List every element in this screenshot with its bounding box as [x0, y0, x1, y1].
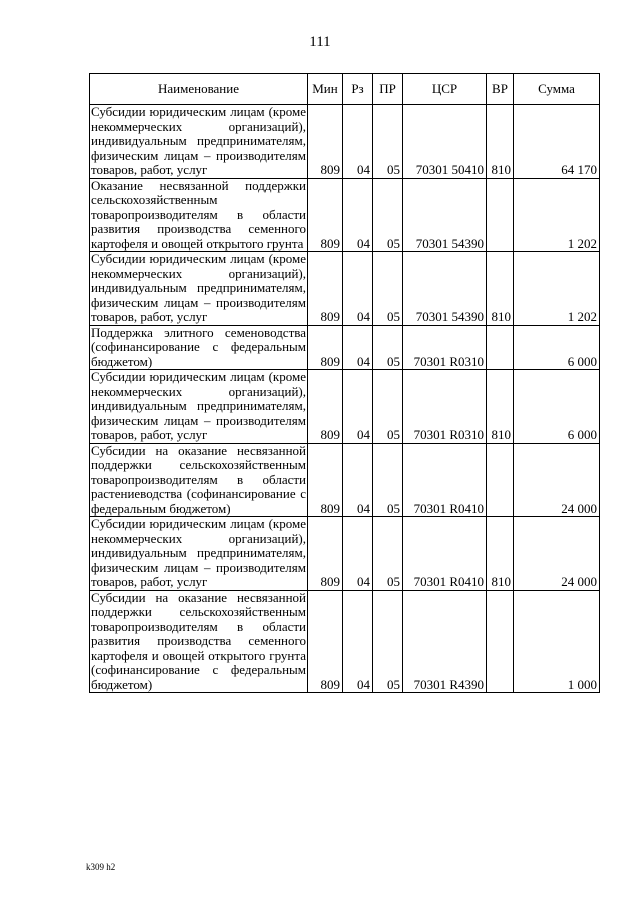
budget-table — [89, 73, 600, 693]
cell-csr: 70301 50410 — [403, 105, 487, 179]
cell-name: Поддержка элитного семеноводства (софинансирование с федеральным бюджетом) — [91, 325, 306, 369]
cell-rz: 04 — [343, 325, 373, 370]
cell-name: Субсидии юридическим лицам (кроме некоммерческих организаций), индивидуальным предпринимателям, физическим лицам – производителям товаров, работ, услуг — [91, 369, 306, 442]
cell-rz: 04 — [343, 370, 373, 444]
table-row — [90, 590, 600, 693]
header-vr: ВР — [487, 74, 514, 105]
cell-pr: 05 — [373, 252, 403, 326]
cell-csr: 70301 R0410 — [403, 517, 487, 591]
cell-rz: 04 — [343, 105, 373, 179]
cell-sum: 24 000 — [514, 517, 600, 591]
table-header-row — [90, 74, 600, 105]
cell-min: 809 — [308, 590, 343, 693]
table-row — [90, 517, 600, 591]
cell-min: 809 — [308, 517, 343, 591]
header-csr: ЦСР — [403, 74, 487, 105]
cell-pr: 05 — [373, 178, 403, 252]
cell-csr: 70301 54390 — [403, 252, 487, 326]
table-row — [90, 370, 600, 444]
cell-name: Субсидии на оказание несвязанной поддержки сельскохозяйственным товаропроизводителям в области растениеводства (софинансирование с федеральным бюджетом) — [91, 443, 306, 516]
cell-min: 809 — [308, 443, 343, 517]
table-row — [90, 252, 600, 326]
cell-pr: 05 — [373, 590, 403, 693]
cell-min: 809 — [308, 252, 343, 326]
header-pr: ПР — [373, 74, 403, 105]
cell-vr: 810 — [487, 105, 514, 179]
cell-name: Субсидии юридическим лицам (кроме некоммерческих организаций), индивидуальным предпринимателям, физическим лицам – производителям товаров, работ, услуг — [91, 104, 306, 177]
cell-csr: 70301 R0310 — [403, 325, 487, 370]
cell-pr: 05 — [373, 443, 403, 517]
header-sum: Сумма — [514, 74, 600, 105]
cell-vr: 810 — [487, 252, 514, 326]
cell-pr: 05 — [373, 517, 403, 591]
cell-csr: 70301 R4390 — [403, 590, 487, 693]
cell-min: 809 — [308, 325, 343, 370]
table-row — [90, 105, 600, 179]
cell-min: 809 — [308, 370, 343, 444]
cell-sum: 64 170 — [514, 105, 600, 179]
table-row — [90, 325, 600, 370]
cell-csr: 70301 54390 — [403, 178, 487, 252]
cell-rz: 04 — [343, 517, 373, 591]
cell-rz: 04 — [343, 443, 373, 517]
footer-code: k309 h2 — [86, 862, 116, 872]
cell-csr: 70301 R0310 — [403, 370, 487, 444]
cell-name: Субсидии юридическим лицам (кроме некоммерческих организаций), индивидуальным предпринимателям, физическим лицам – производителям товаров, работ, услуг — [91, 516, 306, 589]
cell-rz: 04 — [343, 252, 373, 326]
header-name: Наименование — [90, 74, 308, 105]
cell-vr: 810 — [487, 517, 514, 591]
cell-sum: 6 000 — [514, 370, 600, 444]
cell-vr — [487, 443, 514, 517]
cell-vr: 810 — [487, 370, 514, 444]
header-rz: Рз — [343, 74, 373, 105]
cell-pr: 05 — [373, 325, 403, 370]
cell-vr — [487, 590, 514, 693]
cell-pr: 05 — [373, 370, 403, 444]
cell-sum: 1 202 — [514, 178, 600, 252]
cell-pr: 05 — [373, 105, 403, 179]
table-body — [90, 105, 600, 693]
cell-sum: 6 000 — [514, 325, 600, 370]
cell-rz: 04 — [343, 178, 373, 252]
table-row — [90, 443, 600, 517]
table-row — [90, 178, 600, 252]
cell-rz: 04 — [343, 590, 373, 693]
cell-vr — [487, 178, 514, 252]
cell-sum: 1 000 — [514, 590, 600, 693]
header-min: Мин — [308, 74, 343, 105]
cell-sum: 24 000 — [514, 443, 600, 517]
cell-csr: 70301 R0410 — [403, 443, 487, 517]
cell-min: 809 — [308, 105, 343, 179]
page-number: 111 — [309, 34, 331, 50]
cell-name: Субсидии на оказание несвязанной поддержки сельскохозяйственным товаропроизводителям в области развития производства семенного картофеля и овощей открытого грунта (софинансирование с федеральным бюджетом) — [91, 590, 306, 692]
cell-name: Оказание несвязанной поддержки сельскохозяйственным товаропроизводителям в области развития производства семенного картофеля и овощей открытого грунта — [91, 178, 306, 251]
cell-name: Субсидии юридическим лицам (кроме некоммерческих организаций), индивидуальным предпринимателям, физическим лицам – производителям товаров, работ, услуг — [91, 251, 306, 324]
cell-vr — [487, 325, 514, 370]
cell-min: 809 — [308, 178, 343, 252]
cell-sum: 1 202 — [514, 252, 600, 326]
